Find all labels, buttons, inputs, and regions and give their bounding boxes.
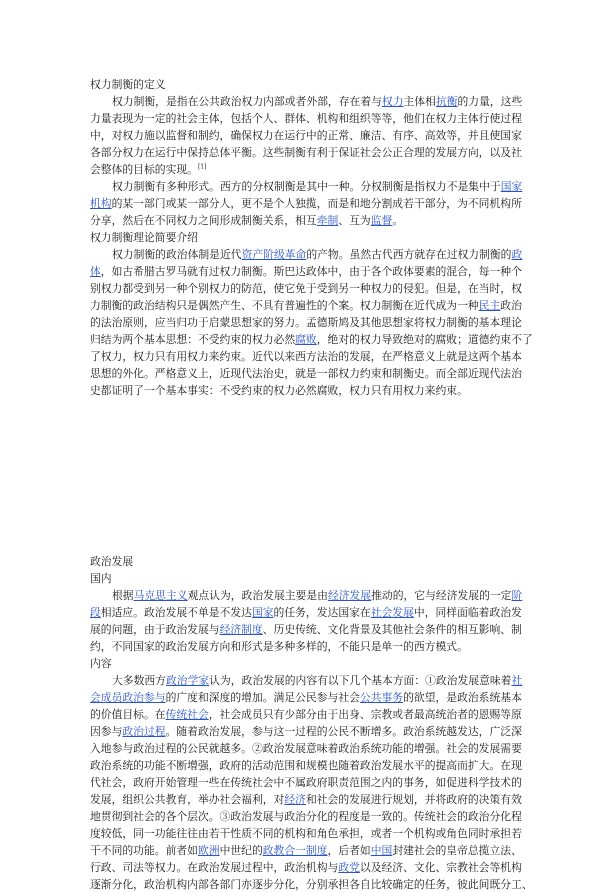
inline-link[interactable]: 监督 bbox=[370, 214, 393, 227]
text-run: 主体相 bbox=[403, 95, 436, 108]
text-run: 因参与 bbox=[90, 725, 123, 738]
text-run: 史都证明了一个基本事实：不受约束的权力必然腐败，权力只有用权力来约束。 bbox=[90, 384, 468, 397]
text-line bbox=[90, 672, 523, 689]
inline-link[interactable]: 社 bbox=[511, 674, 523, 687]
section-body-content bbox=[90, 672, 533, 893]
text-run: 会整体的目标的实现。 bbox=[90, 163, 198, 176]
inline-link[interactable]: 国家 bbox=[251, 606, 274, 619]
inline-link[interactable]: 牵制 bbox=[316, 214, 339, 227]
text-line bbox=[90, 263, 522, 280]
text-run: 的广度和深度的增加。满足公民参与社会 bbox=[165, 691, 360, 704]
text-run: 以及经济、文化、宗教社会等机构 bbox=[359, 861, 522, 874]
text-run: 政治系统的功能不断增强，政府的活动范围和规模也随着政治发展水平的提高而扩大。在现 bbox=[90, 759, 522, 772]
text-line bbox=[90, 808, 522, 825]
text-line bbox=[90, 195, 522, 212]
inline-link[interactable]: 中国 bbox=[370, 844, 393, 857]
text-run: 、历史传统、文化背景及其他社会条件的相互影响、制 bbox=[262, 623, 522, 636]
inline-link[interactable]: 政教合一制度 bbox=[262, 844, 328, 857]
text-line bbox=[90, 621, 522, 638]
text-line bbox=[90, 689, 522, 706]
text-line bbox=[90, 638, 513, 655]
text-run: 封建社会的皇帝总揽立法、 bbox=[392, 844, 522, 857]
subsection-title-content: 内容 bbox=[90, 657, 112, 670]
text-line bbox=[90, 144, 522, 161]
inline-link[interactable]: 抗衡 bbox=[435, 95, 458, 108]
section-body-definition bbox=[90, 93, 523, 229]
text-line bbox=[90, 604, 522, 621]
text-run: 观点认为，政治发展主要是由 bbox=[187, 589, 328, 602]
text-run: 了权力，权力只有用权力来约束。近代以来西方法治的发展，在严格意义上就是这两个基本 bbox=[90, 350, 522, 363]
text-line bbox=[90, 246, 523, 263]
inline-link[interactable]: 国家 bbox=[500, 180, 523, 193]
text-run: 力量表现为一定的社会主体，包括个人、群体、机构和组织等等，他们在权力主体行使过程 bbox=[90, 112, 522, 125]
text-run: 归结为两个基本思想：不受约束的权力必然 bbox=[90, 333, 296, 346]
text-line bbox=[90, 842, 522, 859]
text-run: ，社会成员只有少部分由于出身、宗教或者最高统治者的恩赐等原 bbox=[208, 708, 522, 721]
text-line bbox=[90, 297, 522, 314]
section-body-domestic bbox=[90, 587, 523, 655]
text-run: 的欲望，是政治系统基本 bbox=[403, 691, 522, 704]
text-run: 认为，政治发展的内容有以下几个基本方面：①政治发展意味着 bbox=[209, 674, 512, 687]
text-line bbox=[90, 706, 522, 723]
inline-link[interactable]: 段 bbox=[90, 606, 101, 619]
text-run: 逐渐分化，政治机构内部各部门亦逐步分化，分别承担各自比较确定的任务，彼此间既分工、 bbox=[90, 878, 533, 891]
text-line bbox=[90, 774, 522, 791]
text-run: 的任务，发达国家在 bbox=[273, 606, 371, 619]
inline-link[interactable]: 经济发展 bbox=[327, 589, 372, 602]
text-run: 发展，组织公共教育，举办社会福利，对 bbox=[90, 793, 285, 806]
text-line bbox=[90, 365, 522, 382]
text-line bbox=[90, 127, 522, 144]
inline-link[interactable]: 腐败 bbox=[295, 333, 317, 346]
text-run: 相适应。政治发展不单是不发达 bbox=[100, 606, 252, 619]
text-run: 根据 bbox=[112, 589, 134, 602]
inline-link[interactable]: 体 bbox=[90, 265, 101, 278]
text-run: 。 bbox=[392, 214, 404, 227]
document-page bbox=[90, 76, 533, 893]
inline-link[interactable]: 马克思主义 bbox=[133, 589, 188, 602]
text-run: 大多数西方 bbox=[112, 674, 166, 687]
text-line bbox=[90, 740, 522, 757]
text-run: 度较低，同一功能往往由若干性质不同的机构和角色承担，或者一个机构或角色同时承担若 bbox=[90, 827, 522, 840]
text-run: 的力量，这些 bbox=[457, 95, 523, 108]
text-run: 。随着政治发展，参与这一过程的公民不断增多。政治系统越发达，广泛深 bbox=[165, 725, 522, 738]
text-run: 的法治原则，应当归功于启蒙思想家的努力。孟德斯鸠及其他思想家将权力制衡的基本理论 bbox=[90, 316, 522, 329]
text-run: 的产物。虽然古代西方就存在过权力制衡的 bbox=[306, 248, 512, 261]
inline-link[interactable]: 会成员政治参与 bbox=[90, 691, 166, 704]
subsection-title-domestic: 国内 bbox=[90, 572, 112, 585]
text-line bbox=[90, 161, 513, 178]
text-line bbox=[90, 348, 522, 365]
text-run: 约，不同国家的政治发展方向和形式是多种多样的，不能只是单一的西方模式。 bbox=[90, 640, 468, 653]
inline-link[interactable]: 政 bbox=[511, 248, 523, 261]
section-body-theory bbox=[90, 246, 533, 399]
inline-link[interactable]: 政党 bbox=[338, 861, 360, 874]
text-run: 和社会的发展进行规划，并将政府的决策有效 bbox=[305, 793, 522, 806]
text-run: ，如古希腊古罗马就有过权力制衡。斯巴达政体中，由于各个政体要素的混合，每一种个 bbox=[100, 265, 522, 278]
inline-link[interactable]: 阶 bbox=[511, 589, 523, 602]
text-line bbox=[90, 757, 522, 774]
inline-link[interactable]: 经济 bbox=[284, 793, 306, 806]
text-line bbox=[90, 314, 522, 331]
text-line bbox=[90, 859, 522, 876]
text-run: 分享，然后在不同权力之间形成制衡关系，相互 bbox=[90, 214, 317, 227]
text-run: 中世纪的 bbox=[219, 844, 263, 857]
text-line bbox=[90, 876, 533, 893]
inline-link[interactable]: 政治过程 bbox=[122, 725, 166, 738]
text-line bbox=[90, 723, 522, 740]
inline-link[interactable]: 机构 bbox=[90, 197, 112, 210]
inline-link[interactable]: 传统社会 bbox=[165, 708, 209, 721]
text-run: 别权力都受到另一种个别权力的防范，使它免于受到另一种权力的侵犯。但是，在当时，权 bbox=[90, 282, 522, 295]
inline-link[interactable]: 公共事务 bbox=[359, 691, 404, 704]
inline-link[interactable]: 经济制度 bbox=[219, 623, 263, 636]
text-line bbox=[90, 110, 522, 127]
section-title-theory: 权力制衡理论简要介绍 bbox=[90, 231, 198, 244]
inline-link[interactable]: 政治学家 bbox=[165, 674, 210, 687]
text-run: 各部分权力在运行中保持总体平衡。这些制衡有利于保证社会公正合理的发展方向，以及社 bbox=[90, 146, 522, 159]
inline-link[interactable]: 民主 bbox=[478, 299, 501, 312]
section-title-definition: 权力制衡的定义 bbox=[90, 78, 166, 91]
text-run: 权力制衡的政治体制是近代 bbox=[112, 248, 242, 261]
text-line bbox=[90, 382, 513, 399]
text-run: 代社会，政府开始管理一些在传统社会中不属政府职责范围之内的事务，如促进科学技术的 bbox=[90, 776, 522, 789]
text-line bbox=[90, 280, 522, 297]
text-run: 推动的，它与经济发展的一定 bbox=[371, 589, 512, 602]
text-line bbox=[90, 331, 533, 348]
text-run: 行政、司法等权力。在政治发展过程中，政治机构与 bbox=[90, 861, 339, 874]
text-run: 的某一部门或某一部分人，更不是个人独揽，而是和地分割成若干部分，为不同机构所 bbox=[111, 197, 522, 210]
inline-link[interactable]: 社会发展 bbox=[370, 606, 414, 619]
text-run: 展的问题，由于政治发展与 bbox=[90, 623, 220, 636]
text-run: 中，对权力施以监督和制约，确保权力在运行中的正常、廉洁、有序、高效等，并且使国家 bbox=[90, 129, 522, 142]
citation-marker[interactable]: [1] bbox=[197, 163, 207, 171]
text-line bbox=[90, 93, 523, 110]
text-run: 的价值目标。在 bbox=[90, 708, 166, 721]
text-run: 中，同样面临着政治发 bbox=[413, 606, 522, 619]
text-run: 入地参与政治过程的公民就越多。②政治发展意味着政治系统功能的增强。社会的发展需要 bbox=[90, 742, 522, 755]
text-run: 力制衡的政治结构只是偶然产生、不具有普遍性的个案。权力制衡在近代成为一种 bbox=[90, 299, 479, 312]
text-line bbox=[90, 212, 513, 229]
text-run: ，绝对的权力导致绝对的腐败；道德约束不了 bbox=[316, 333, 533, 346]
text-run: 、互为 bbox=[338, 214, 371, 227]
text-run: ，后者如 bbox=[327, 844, 371, 857]
text-run: 政治 bbox=[500, 299, 522, 312]
text-run: 权力制衡有多种形式。西方的分权制衡是其中一种。分权制衡是指权力不是集中于 bbox=[112, 180, 501, 193]
text-line bbox=[90, 587, 523, 604]
page-gap bbox=[90, 399, 513, 553]
text-run: 权力制衡，是指在公共政治权力内部或者外部，存在着与 bbox=[112, 95, 382, 108]
text-run: 思想的外化。严格意义上，近现代法治史，就是一部权力约束和制衡史。而全部近现代法治 bbox=[90, 367, 522, 380]
text-line bbox=[90, 178, 523, 195]
inline-link[interactable]: 权力 bbox=[381, 95, 404, 108]
inline-link[interactable]: 欧洲 bbox=[197, 844, 220, 857]
text-line bbox=[90, 791, 522, 808]
text-run: 地贯彻到社会的各个层次。③政治发展与政治分化的程度是一致的。传统社会的政治分化程 bbox=[90, 810, 522, 823]
section-title-political-development: 政治发展 bbox=[90, 555, 134, 568]
text-line bbox=[90, 825, 522, 842]
inline-link[interactable]: 资产阶级革命 bbox=[241, 248, 307, 261]
text-run: 干不同的功能。前者如 bbox=[90, 844, 198, 857]
